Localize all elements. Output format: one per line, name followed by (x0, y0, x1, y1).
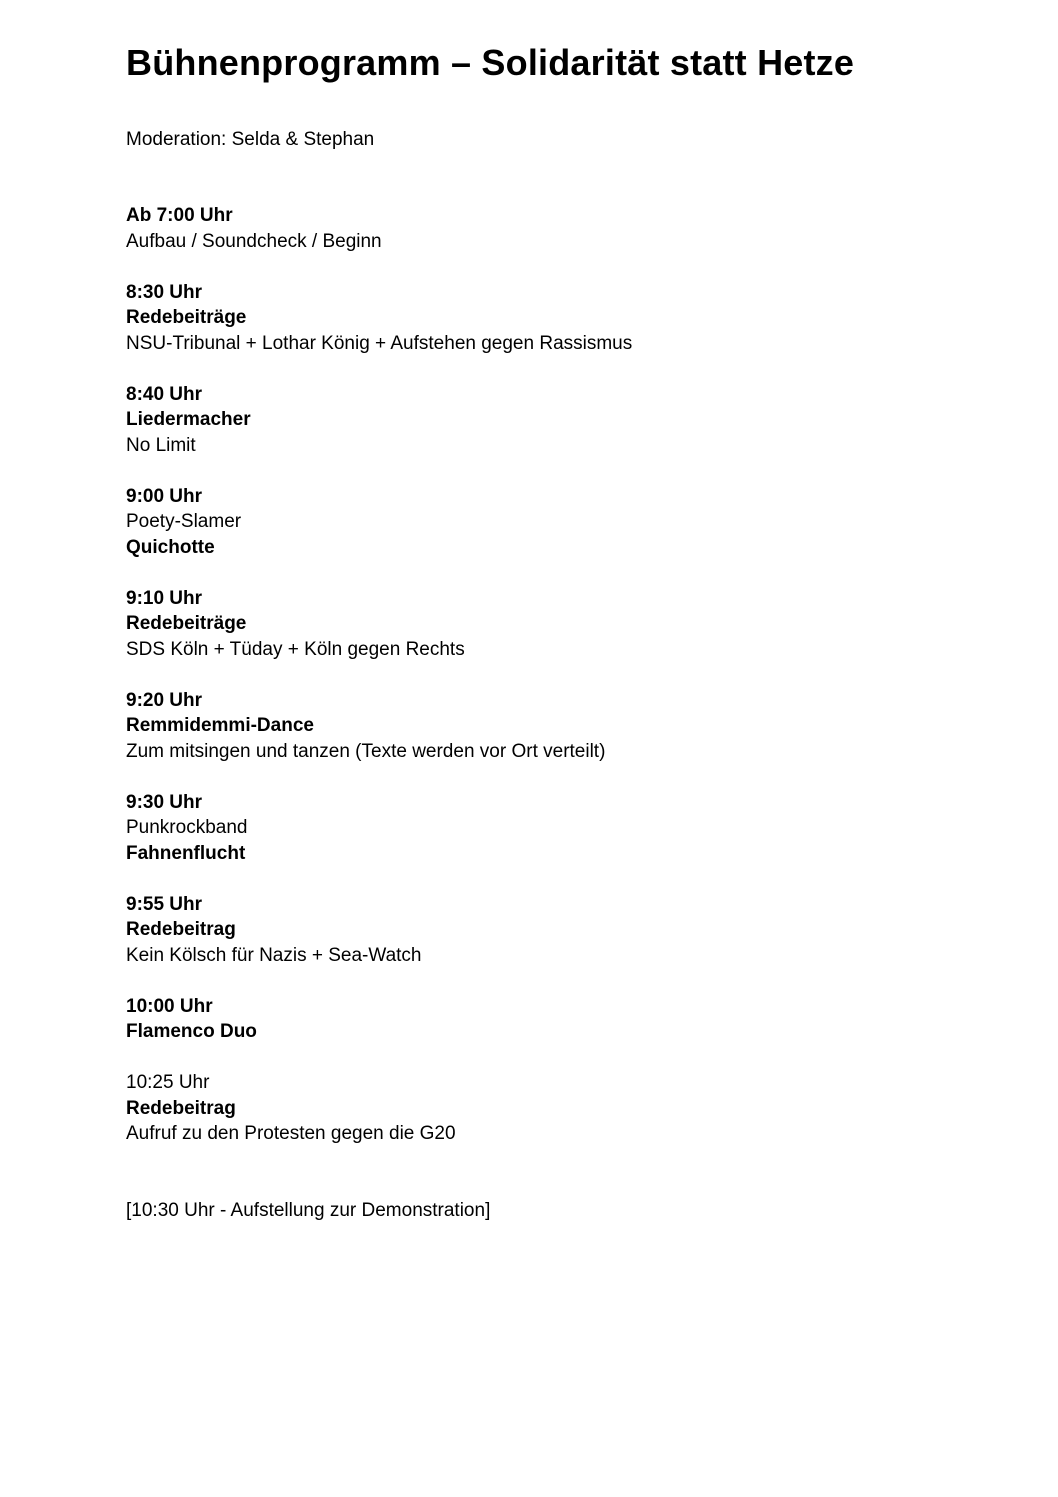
schedule-entry-line: Punkrockband (126, 817, 248, 838)
schedule-entry-time: 10:25 Uhr (126, 1072, 210, 1093)
schedule-entry-line: Flamenco Duo (126, 1021, 257, 1042)
schedule-entry-time: 8:40 Uhr (126, 383, 203, 405)
schedule-entry-line: Redebeiträge (126, 613, 247, 634)
schedule-entry (126, 586, 1006, 663)
schedule-entry-line: Fahnenflucht (126, 842, 246, 864)
schedule-entry-line: SDS Köln + Tüday + Köln gegen Rechts (126, 638, 465, 660)
schedule-entry-time: 9:10 Uhr (126, 587, 203, 609)
schedule-entry-line: Remmidemmi-Dance (126, 715, 314, 736)
schedule-entry (126, 203, 1006, 254)
schedule-entry-line: Aufruf zu den Protesten gegen die G20 (126, 1123, 456, 1144)
schedule-entry-line: No Limit (126, 434, 196, 456)
schedule-entry-time: 9:30 Uhr (126, 791, 203, 813)
schedule-entry (126, 892, 1006, 969)
schedule-entry-time: 8:30 Uhr (126, 281, 203, 303)
schedule-entry (126, 382, 1006, 459)
schedule-entry (126, 1070, 1006, 1147)
schedule-entry-time: 9:00 Uhr (126, 485, 203, 507)
closing-note: [10:30 Uhr - Aufstellung zur Demonstration] (126, 1200, 491, 1221)
schedule-entry (126, 484, 1006, 561)
schedule-entry-time: 9:20 Uhr (126, 689, 203, 711)
schedule-list (126, 203, 1006, 1172)
schedule-entry (126, 994, 1006, 1045)
schedule-entry-line: Redebeitrag (126, 1097, 236, 1119)
schedule-entry-line: Zum mitsingen und tanzen (Texte werden vor Ort verteilt) (126, 740, 606, 762)
schedule-entry-time: Ab 7:00 Uhr (126, 205, 233, 226)
schedule-entry-time: 9:55 Uhr (126, 893, 203, 915)
schedule-entry-time: 10:00 Uhr (126, 995, 213, 1017)
schedule-entry (126, 280, 1006, 357)
schedule-entry-line: Aufbau / Soundcheck / Beginn (126, 230, 382, 252)
schedule-entry (126, 688, 1006, 765)
schedule-entry-line: Redebeiträge (126, 307, 247, 328)
schedule-entry-line: Liedermacher (126, 409, 251, 430)
schedule-entry-line: NSU-Tribunal + Lothar König + Aufstehen gegen Rassismus (126, 332, 633, 354)
schedule-entry (126, 790, 1006, 867)
schedule-entry-line: Poety-Slamer (126, 511, 242, 532)
schedule-entry-line: Quichotte (126, 536, 215, 558)
moderation-line: Moderation: Selda & Stephan (126, 129, 375, 150)
page-title: Bühnenprogramm – Solidarität statt Hetze (126, 42, 855, 83)
schedule-entry-line: Redebeitrag (126, 919, 236, 940)
schedule-entry-line: Kein Kölsch für Nazis + Sea-Watch (126, 944, 422, 966)
